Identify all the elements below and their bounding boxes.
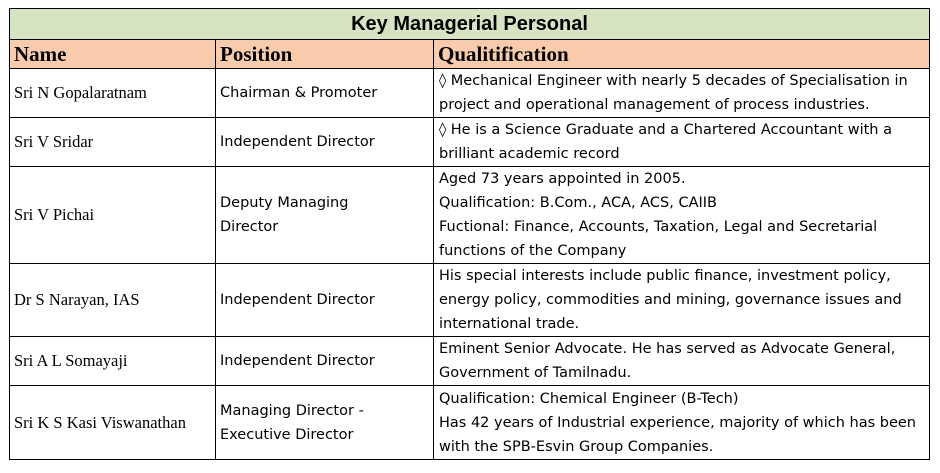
header-row bbox=[10, 40, 930, 69]
table-row bbox=[10, 118, 930, 167]
cell-position bbox=[216, 386, 434, 460]
qualification-line: energy policy, commodities and mining, governance issues and bbox=[439, 292, 902, 308]
qualification-line: international trade. bbox=[439, 316, 580, 332]
qualification-line: Qualification: B.Com., ACA, ACS, CAIIB bbox=[439, 195, 717, 211]
qualification-line: Eminent Senior Advocate. He has served as Advocate General, bbox=[439, 341, 896, 357]
qualification-line: project and operational management of process industries. bbox=[439, 97, 870, 113]
cell-name: Sri A L Somayaji bbox=[10, 337, 216, 386]
qualification-line: Qualification: Chemical Engineer (B-Tech) bbox=[439, 390, 739, 407]
qualification-line: Aged 73 years appointed in 2005. bbox=[439, 171, 686, 187]
position-line: Director bbox=[220, 219, 279, 235]
qualification-line: ◊ He is a Science Graduate and a Chartered Accountant with a bbox=[439, 122, 892, 138]
table-row bbox=[10, 264, 930, 337]
position-line: Executive Director bbox=[220, 426, 354, 443]
qualification-line: with the SPB-Esvin Group Companies. bbox=[439, 438, 714, 455]
table-row bbox=[10, 386, 930, 460]
cell-name: Sri K S Kasi Viswanathan bbox=[10, 386, 216, 460]
cell-qualification bbox=[434, 337, 930, 386]
cell-position bbox=[216, 69, 434, 118]
cell-name: Dr S Narayan, IAS bbox=[10, 264, 216, 337]
position-line: Independent Director bbox=[220, 292, 375, 308]
qualification-line: Fuctional: Finance, Accounts, Taxation, Legal and Secretarial bbox=[439, 219, 878, 235]
cell-qualification bbox=[434, 69, 930, 118]
qualification-line: ◊ Mechanical Engineer with nearly 5 decades of Specialisation in bbox=[439, 73, 908, 89]
cell-position bbox=[216, 264, 434, 337]
qualification-line: His special interests include public finance, investment policy, bbox=[439, 268, 891, 284]
qualification-line: Government of Tamilnadu. bbox=[439, 365, 632, 381]
column-header-position: Position bbox=[216, 40, 434, 69]
cell-name: Sri N Gopalaratnam bbox=[10, 69, 216, 118]
position-line: Managing Director - bbox=[220, 402, 364, 419]
cell-qualification bbox=[434, 264, 930, 337]
column-header-qualification: Qualitification bbox=[434, 40, 930, 69]
position-line: Independent Director bbox=[220, 134, 375, 150]
cell-name: Sri V Pichai bbox=[10, 167, 216, 264]
table-row bbox=[10, 69, 930, 118]
position-line: Independent Director bbox=[220, 353, 375, 369]
position-line: Chairman & Promoter bbox=[220, 85, 378, 101]
qualification-line: brilliant academic record bbox=[439, 146, 620, 162]
title-row bbox=[10, 9, 930, 40]
table-row bbox=[10, 337, 930, 386]
cell-position bbox=[216, 118, 434, 167]
position-line: Deputy Managing bbox=[220, 195, 349, 211]
qualification-line: Has 42 years of Industrial experience, majority of which has been bbox=[439, 414, 916, 431]
cell-name: Sri V Sridar bbox=[10, 118, 216, 167]
cell-qualification bbox=[434, 386, 930, 460]
key-managerial-personnel-table bbox=[9, 8, 930, 460]
table-row bbox=[10, 167, 930, 264]
personnel-table-container bbox=[9, 8, 929, 460]
cell-qualification bbox=[434, 118, 930, 167]
cell-qualification bbox=[434, 167, 930, 264]
cell-position bbox=[216, 167, 434, 264]
qualification-line: functions of the Company bbox=[439, 243, 627, 259]
cell-position bbox=[216, 337, 434, 386]
column-header-name: Name bbox=[10, 40, 216, 69]
table-title: Key Managerial Personal bbox=[10, 9, 930, 40]
